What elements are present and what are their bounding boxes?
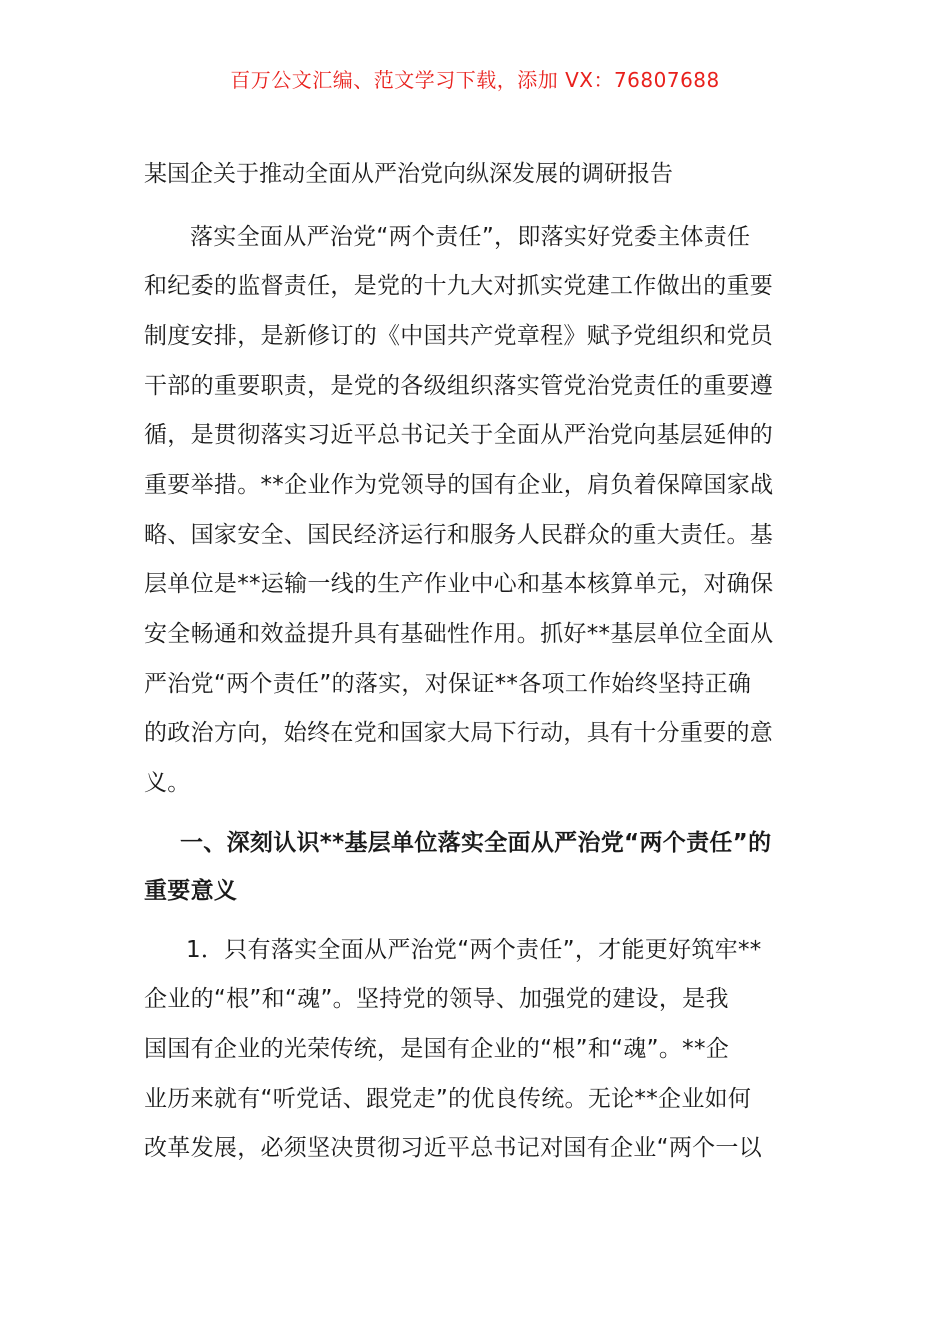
paragraph-line: 制度安排，是新修订的《中国共产党章程》赋予党组织和党员 [144, 323, 774, 349]
paragraph-line: 义。 [144, 770, 191, 796]
paragraph-line: 重要举措。**企业作为党领导的国有企业，肩负着保障国家战 [144, 472, 774, 498]
heading-line: 一、深刻认识**基层单位落实全面从严治党“两个责任”的 [180, 830, 772, 856]
header-banner: 百万公文汇编、范文学习下载，添加 VX：76807688 [230, 68, 720, 92]
paragraph-line: 1．只有落实全面从严治党“两个责任”，才能更好筑牢** [186, 937, 762, 963]
paragraph-line: 业历来就有“听党话、跟党走”的优良传统。无论**企业如何 [144, 1086, 752, 1112]
paragraph-line: 企业的“根”和“魂”。坚持党的领导、加强党的建设，是我 [144, 986, 729, 1012]
document-title: 某国企关于推动全面从严治党向纵深发展的调研报告 [144, 161, 673, 187]
paragraph-line: 严治党“两个责任”的落实，对保证**各项工作始终坚持正确 [144, 671, 752, 697]
paragraph-line: 和纪委的监督责任，是党的十九大对抓实党建工作做出的重要 [144, 273, 774, 299]
paragraph-line: 安全畅通和效益提升具有基础性作用。抓好**基层单位全面从 [144, 621, 774, 647]
heading-line: 重要意义 [144, 878, 238, 904]
paragraph-line: 改革发展，必须坚决贯彻习近平总书记对国有企业“两个一以 [144, 1135, 763, 1161]
paragraph-line: 层单位是**运输一线的生产作业中心和基本核算单元，对确保 [144, 571, 774, 597]
paragraph-line: 循，是贯彻落实习近平总书记关于全面从严治党向基层延伸的 [144, 422, 774, 448]
paragraph-line: 干部的重要职责，是党的各级组织落实管党治党责任的重要遵 [144, 373, 774, 399]
paragraph-line: 略、国家安全、国民经济运行和服务人民群众的重大责任。基 [144, 522, 774, 548]
paragraph-line: 国国有企业的光荣传统，是国有企业的“根”和“魂”。**企 [144, 1036, 730, 1062]
paragraph-line: 的政治方向，始终在党和国家大局下行动，具有十分重要的意 [144, 720, 774, 746]
paragraph-line: 落实全面从严治党“两个责任”，即落实好党委主体责任 [190, 224, 751, 250]
